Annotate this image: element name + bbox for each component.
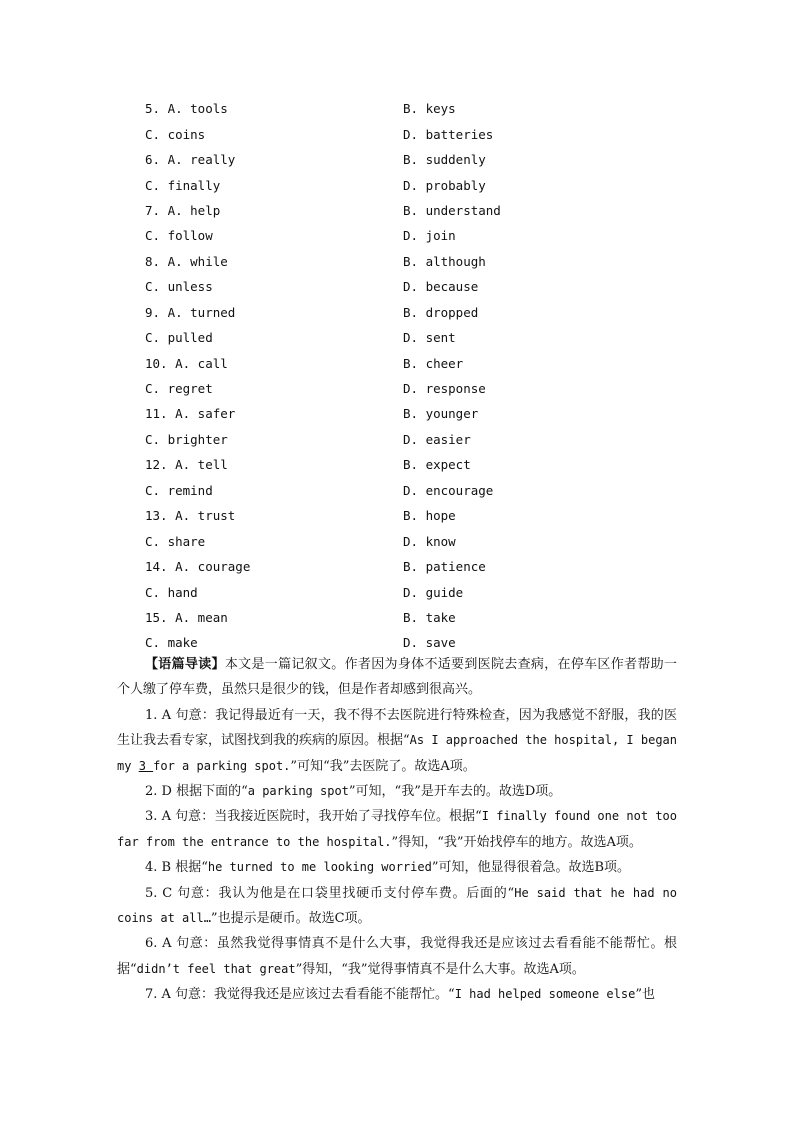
answer-text: 1. A 句意：我记得最近有一天，我不得不去医院进行特殊检查，因为我感觉不舒服，我的医生让我去看专家，试图找到我的疾病的原因。根据“ — [117, 707, 677, 749]
intro-heading: 【语篇导读】 — [145, 657, 225, 672]
answer-item — [117, 779, 677, 804]
option-left: C. pulled — [145, 330, 213, 346]
quote-text: for a parking spot. — [153, 758, 291, 773]
option-row — [145, 427, 705, 452]
option-row — [145, 478, 705, 503]
option-left: C. finally — [145, 177, 221, 193]
option-left: 13. A. trust — [145, 508, 236, 524]
option-right: D. guide — [403, 584, 464, 600]
option-left: 5. A. tools — [145, 101, 228, 117]
answer-text: 4. B 根据“ — [145, 860, 208, 876]
option-left: 9. A. turned — [145, 304, 236, 320]
option-right: B. dropped — [403, 304, 479, 320]
quote-text: he turned to me looking worried — [207, 860, 432, 875]
option-right: D. easier — [403, 431, 471, 447]
answer-item — [117, 855, 677, 880]
quote-text: didn’t feel that great — [136, 961, 296, 976]
option-row — [145, 147, 705, 172]
option-right: B. cheer — [403, 355, 464, 371]
option-row — [145, 274, 705, 299]
quote-text: I finally found one not too far from the entrance to the hospital. — [117, 809, 677, 849]
answer-text: 6. A 句意：虽然我觉得事情真不是什么大事，我觉得我还是应该过去看看能不能帮忙。根据“ — [117, 936, 677, 977]
option-row — [145, 325, 705, 350]
option-row — [145, 96, 705, 121]
answer-text: ”可知，他显得很着急。故选B项。 — [431, 860, 631, 876]
intro-text: 本文是一篇记叙文。作者因为身体不适要到医院去查病，在停车区作者帮助一个人缴了停车费，虽然只是很少的钱，但是作者却感到很高兴。 — [117, 657, 677, 698]
option-right: B. patience — [403, 559, 486, 575]
option-left: 11. A. safer — [145, 406, 236, 422]
option-row — [145, 605, 705, 630]
option-left: 10. A. call — [145, 355, 228, 371]
option-row — [145, 554, 705, 579]
answer-text: ”可知，“我”是开车去的。故选D项。 — [348, 784, 562, 800]
option-left: C. regret — [145, 381, 213, 397]
option-right: D. sent — [403, 330, 456, 346]
option-left: 8. A. while — [145, 253, 228, 269]
quote-text: a parking spot — [247, 784, 349, 799]
option-right: B. hope — [403, 508, 456, 524]
option-right: B. understand — [403, 202, 501, 218]
blank-number: 3 — [138, 758, 154, 773]
answer-text: 3. A 句意：当我接近医院时，我开始了寻找停车位。根据“ — [145, 809, 482, 825]
option-row — [145, 198, 705, 223]
answer-text: ”可知“我”去医院了。故选A项。 — [290, 758, 476, 774]
option-left: 7. A. help — [145, 202, 221, 218]
option-right: B. younger — [403, 406, 479, 422]
options-list — [145, 96, 705, 656]
option-right: D. encourage — [403, 482, 494, 498]
option-left: C. hand — [145, 584, 198, 600]
option-left: 14. A. courage — [145, 559, 251, 575]
option-row — [145, 223, 705, 248]
option-right: B. take — [403, 609, 456, 625]
option-row — [145, 350, 705, 375]
answer-text: ”也提示是硬币。故选C项。 — [210, 911, 371, 927]
quote-text: He said that he had no coins at all… — [117, 885, 677, 926]
option-left: C. unless — [145, 279, 213, 295]
explanation-section — [117, 652, 677, 1008]
option-left: 12. A. tell — [145, 457, 228, 473]
option-row — [145, 249, 705, 274]
option-right: B. keys — [403, 101, 456, 117]
option-row — [145, 121, 705, 146]
option-left: C. coins — [145, 126, 206, 142]
answer-text: ”也 — [635, 987, 655, 1003]
option-right: B. expect — [403, 457, 471, 473]
option-row — [145, 452, 705, 477]
option-left: C. make — [145, 635, 198, 651]
answer-text: ”得知，“我”觉得事情真不是什么大事。故选A项。 — [295, 961, 585, 977]
answer-item — [117, 931, 677, 982]
answer-text: ”得知，“我”开始找停车的地方。故选A项。 — [391, 834, 642, 850]
option-row — [145, 376, 705, 401]
option-right: D. because — [403, 279, 479, 295]
option-row — [145, 300, 705, 325]
answer-text: 7. A 句意：我觉得我还是应该过去看看能不能帮忙。“ — [145, 987, 455, 1003]
option-left: C. share — [145, 533, 206, 549]
option-right: D. save — [403, 635, 456, 651]
option-left: 6. A. really — [145, 152, 236, 168]
option-right: D. probably — [403, 177, 486, 193]
option-row — [145, 528, 705, 553]
option-right: D. know — [403, 533, 456, 549]
option-left: C. follow — [145, 228, 213, 244]
passage-intro — [117, 652, 677, 703]
option-right: B. although — [403, 253, 486, 269]
answer-item — [117, 881, 677, 932]
option-row — [145, 579, 705, 604]
option-row — [145, 172, 705, 197]
answer-text: 2. D 根据下面的“ — [145, 784, 248, 800]
answer-item — [117, 804, 677, 855]
option-left: C. brighter — [145, 431, 228, 447]
option-right: B. suddenly — [403, 152, 486, 168]
option-row — [145, 401, 705, 426]
option-row — [145, 503, 705, 528]
answer-text: 5. C 句意：我认为他是在口袋里找硬币支付停车费。后面的“ — [145, 885, 515, 901]
answer-item — [117, 703, 677, 779]
quote-text: I had helped someone else — [454, 987, 636, 1002]
option-right: D. response — [403, 381, 486, 397]
quote-text: As I approached the hospital, I began my — [117, 733, 677, 773]
answer-item — [117, 982, 677, 1007]
option-left: C. remind — [145, 482, 213, 498]
option-left: 15. A. mean — [145, 609, 228, 625]
option-right: D. join — [403, 228, 456, 244]
option-right: D. batteries — [403, 126, 494, 142]
